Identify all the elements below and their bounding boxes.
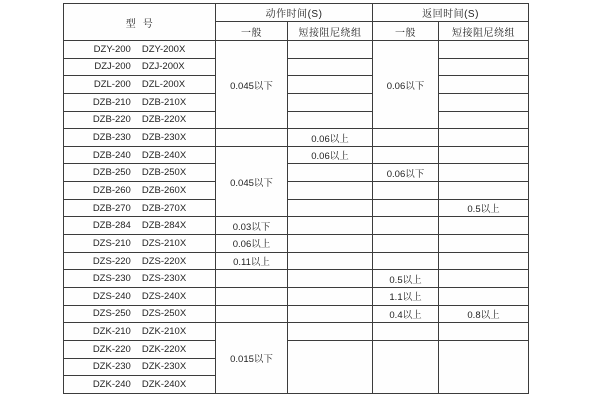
model-label: DZS-230 (92, 273, 131, 285)
cell-ret-general (373, 129, 439, 147)
relay-spec-table (63, 3, 529, 394)
model-label: DZB-270 (92, 202, 131, 214)
model-label: DZS-250 (92, 308, 131, 320)
cell-ret-general: 0.4以上 (373, 305, 439, 323)
cell-model (64, 199, 216, 217)
cell-act-general: 0.045以下 (216, 146, 288, 217)
cell-model (64, 164, 216, 182)
model-label: DZK-230X (141, 361, 187, 373)
cell-ret-damped (439, 164, 529, 182)
cell-ret-general: 0.5以上 (373, 270, 439, 288)
cell-act-damped (288, 199, 373, 217)
table-row (64, 76, 529, 94)
table-row (64, 129, 529, 147)
header-action-damped: 短接阻尼绕组 (288, 22, 373, 41)
model-label: DZB-210X (141, 96, 187, 108)
cell-ret-damped (439, 111, 529, 129)
cell-ret-damped (439, 270, 529, 288)
cell-ret-damped (439, 287, 529, 305)
cell-model (64, 182, 216, 200)
cell-ret-general (373, 340, 439, 393)
cell-model (64, 340, 216, 358)
table-row (64, 305, 529, 323)
cell-model (64, 305, 216, 323)
cell-model (64, 252, 216, 270)
cell-ret-general: 0.06以下 (373, 41, 439, 129)
model-label: DZB-250X (141, 167, 187, 179)
table-row (64, 146, 529, 164)
table-row (64, 93, 529, 111)
model-label: DZB-260 (92, 184, 131, 196)
cell-ret-damped (439, 182, 529, 200)
model-label: DZB-230X (141, 132, 187, 144)
cell-model (64, 376, 216, 394)
table-row (64, 164, 529, 182)
header-return-general: 一般 (373, 22, 439, 41)
cell-act-general: 0.11以上 (216, 252, 288, 270)
cell-ret-damped (439, 76, 529, 94)
model-label: DZK-240X (141, 378, 187, 390)
cell-ret-damped (439, 323, 529, 341)
cell-act-general (216, 305, 288, 323)
model-label: DZS-230X (141, 273, 187, 285)
model-label: DZK-210X (141, 326, 187, 338)
cell-ret-general (373, 235, 439, 253)
model-label: DZJ-200X (141, 61, 185, 73)
model-label: DZL-200X (141, 79, 186, 91)
cell-act-damped: 0.06以上 (288, 129, 373, 147)
header-return-damped: 短接阻尼绕组 (439, 22, 529, 41)
cell-model (64, 93, 216, 111)
header-model: 型 号 (64, 4, 216, 41)
cell-model (64, 58, 216, 76)
model-label: DZK-220X (141, 343, 187, 355)
table-row (64, 217, 529, 235)
model-label: DZB-250 (92, 167, 131, 179)
cell-ret-damped: 0.8以上 (439, 305, 529, 323)
model-label: DZS-240X (141, 290, 187, 302)
table-body (64, 41, 529, 394)
cell-model (64, 41, 216, 59)
model-label: DZB-210 (92, 96, 131, 108)
table-row (64, 252, 529, 270)
model-label: DZB-270X (141, 202, 187, 214)
model-label: DZK-240 (92, 378, 131, 390)
cell-ret-general (373, 199, 439, 217)
model-label: DZB-284 (92, 220, 131, 232)
model-label: DZB-220X (141, 114, 187, 126)
model-label: DZB-230 (92, 132, 131, 144)
cell-ret-general: 0.06以下 (373, 164, 439, 182)
table-row (64, 41, 529, 59)
cell-act-damped (288, 287, 373, 305)
table-row (64, 340, 529, 358)
cell-ret-damped: 0.5以上 (439, 199, 529, 217)
model-label: DZB-220 (92, 114, 131, 126)
model-label: DZS-220X (141, 255, 187, 267)
cell-model (64, 358, 216, 376)
table-header (64, 4, 529, 41)
cell-ret-general (373, 217, 439, 235)
table-row (64, 58, 529, 76)
cell-act-damped (288, 41, 373, 59)
cell-act-damped: 0.06以上 (288, 146, 373, 164)
cell-act-damped (288, 323, 373, 341)
cell-act-general (216, 287, 288, 305)
cell-act-general (216, 129, 288, 147)
model-label: DZS-250X (141, 308, 187, 320)
model-label: DZB-240 (92, 149, 131, 161)
cell-model (64, 323, 216, 341)
cell-ret-damped (439, 340, 529, 393)
table-row (64, 287, 529, 305)
cell-act-damped (288, 217, 373, 235)
cell-act-damped (288, 235, 373, 253)
cell-act-damped (288, 93, 373, 111)
table-row (64, 199, 529, 217)
cell-act-damped (288, 76, 373, 94)
model-label: DZS-210 (92, 237, 131, 249)
model-label: DZK-230 (92, 361, 131, 373)
cell-ret-damped (439, 129, 529, 147)
cell-act-general: 0.03以下 (216, 217, 288, 235)
header-return-time: 返回时间(S) (373, 4, 529, 22)
cell-ret-general (373, 182, 439, 200)
table-row (64, 182, 529, 200)
cell-ret-general (373, 323, 439, 341)
model-label: DZY-200X (141, 43, 186, 55)
model-label: DZS-240 (92, 290, 131, 302)
cell-ret-damped (439, 93, 529, 111)
table-row (64, 323, 529, 341)
cell-ret-general (373, 252, 439, 270)
model-label: DZS-220 (92, 255, 131, 267)
cell-act-damped (288, 111, 373, 129)
table-row (64, 111, 529, 129)
cell-model (64, 235, 216, 253)
model-label: DZL-200 (93, 79, 131, 91)
table-row (64, 235, 529, 253)
model-label: DZY-200 (93, 43, 131, 55)
model-label: DZK-220 (92, 343, 131, 355)
cell-model (64, 129, 216, 147)
model-label: DZB-284X (141, 220, 187, 232)
cell-act-general: 0.06以上 (216, 235, 288, 253)
cell-ret-damped (439, 58, 529, 76)
cell-model (64, 76, 216, 94)
cell-ret-general: 1.1以上 (373, 287, 439, 305)
cell-ret-damped (439, 252, 529, 270)
cell-act-general (216, 270, 288, 288)
cell-ret-damped (439, 41, 529, 59)
cell-model (64, 217, 216, 235)
cell-act-general: 0.045以下 (216, 41, 288, 129)
cell-act-damped (288, 305, 373, 323)
cell-ret-damped (439, 146, 529, 164)
cell-act-damped (288, 58, 373, 76)
model-label: DZS-210X (141, 237, 187, 249)
cell-ret-damped (439, 217, 529, 235)
cell-act-general: 0.015以下 (216, 323, 288, 394)
cell-act-damped (288, 270, 373, 288)
header-action-time: 动作时间(S) (216, 4, 373, 22)
table-row (64, 270, 529, 288)
cell-act-damped (288, 182, 373, 200)
cell-model (64, 287, 216, 305)
model-label: DZJ-200 (94, 61, 131, 73)
cell-model (64, 111, 216, 129)
model-label: DZK-210 (92, 326, 131, 338)
cell-ret-general (373, 146, 439, 164)
cell-model (64, 270, 216, 288)
cell-act-damped (288, 252, 373, 270)
header-action-general: 一般 (216, 22, 288, 41)
model-label: DZB-260X (141, 184, 187, 196)
cell-ret-damped (439, 235, 529, 253)
cell-act-damped (288, 164, 373, 182)
cell-act-damped (288, 340, 373, 393)
cell-model (64, 146, 216, 164)
model-label: DZB-240X (141, 149, 187, 161)
